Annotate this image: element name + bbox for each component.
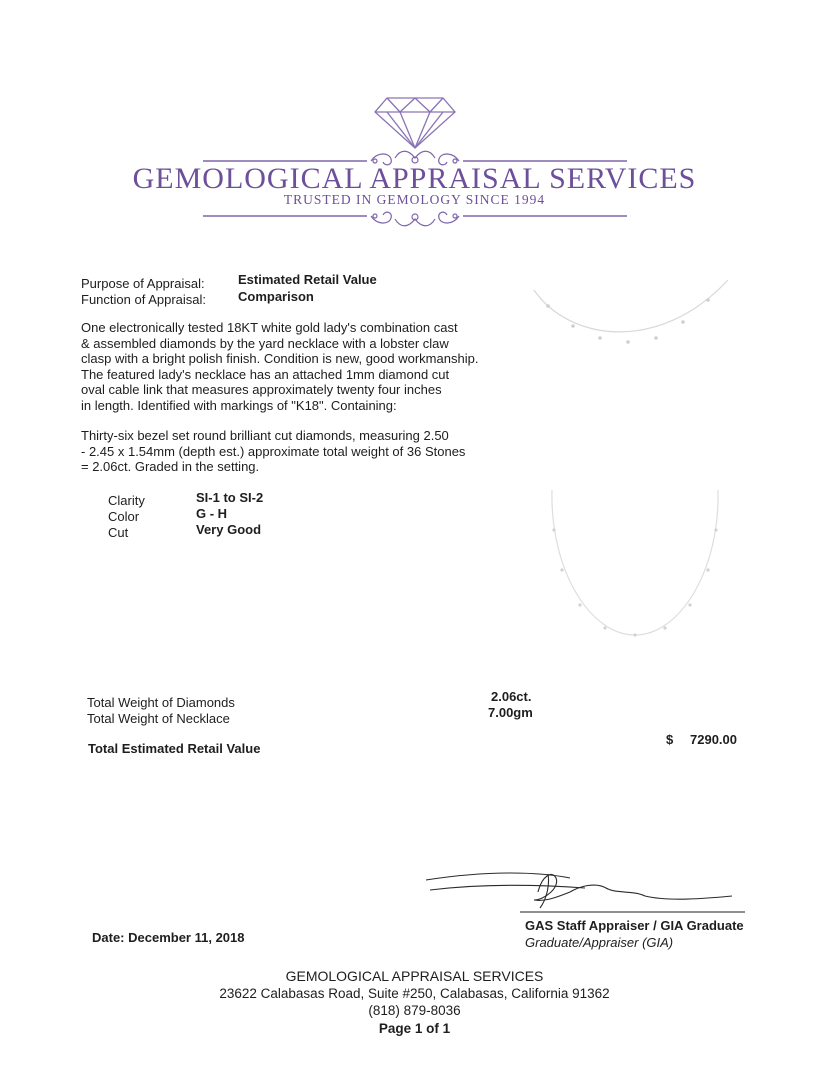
appraiser-subtitle: Graduate/Appraiser (GIA) [525,935,674,950]
company-tagline: TRUSTED IN GEMOLOGY SINCE 1994 [283,192,546,207]
footer-phone: (818) 879-8036 [368,1003,461,1018]
total-necklace-value: 7.00gm [488,705,533,720]
color-value: G - H [196,506,228,521]
purpose-label: Purpose of Appraisal: [81,276,205,291]
stones-description [81,428,521,475]
stones-line: Thirty-six bezel set round brilliant cut diamonds, measuring 2.50 [81,428,449,443]
cut-value: Very Good [196,522,262,537]
necklace-full-image [540,480,730,645]
stones-line: = 2.06ct. Graded in the setting. [81,459,260,474]
appraiser-title: GAS Staff Appraiser / GIA Graduate [525,918,744,933]
currency-symbol: $ [666,732,674,747]
stones-line: - 2.45 x 1.54mm (depth est.) approximate total weight of 36 Stones [81,443,466,459]
company-name: GEMOLOGICAL APPRAISAL SERVICES [132,162,697,195]
necklace-detail-image [528,270,738,360]
footer-company: GEMOLOGICAL APPRAISAL SERVICES [285,968,544,984]
item-description [81,320,521,413]
total-retail-value: 7290.00 [690,732,737,747]
total-diamonds-value: 2.06ct. [491,689,532,704]
function-value: Comparison [238,289,314,304]
description-line: & assembled diamonds by the yard necklace with a lobster claw [81,335,449,351]
description-line: clasp with a bright polish finish. Condition is new, good workmanship. [81,351,479,366]
clarity-label: Clarity [108,493,145,508]
cut-label: Cut [108,525,129,540]
total-necklace-label: Total Weight of Necklace [87,711,230,726]
description-line: One electronically tested 18KT white gold lady's combination cast [81,320,458,335]
description-line: oval cable link that measures approximately twenty four inches [81,382,442,397]
page-number: Page 1 of 1 [378,1021,451,1036]
total-diamonds-label: Total Weight of Diamonds [87,695,235,710]
description-line: The featured lady's necklace has an attached 1mm diamond cut [81,366,450,382]
function-label: Function of Appraisal: [81,292,207,307]
clarity-value: SI-1 to SI-2 [196,490,264,505]
appraiser-signature [420,866,750,918]
purpose-value: Estimated Retail Value [238,272,377,287]
appraisal-date: Date: December 11, 2018 [92,930,245,945]
description-line: in length. Identified with markings of "K18". Containing: [81,397,397,413]
diamond-logo-icon [195,88,635,233]
total-retail-label: Total Estimated Retail Value [88,741,261,756]
color-label: Color [108,509,140,524]
footer-address: 23622 Calabasas Road, Suite #250, Calabasas, California 91362 [219,986,610,1001]
